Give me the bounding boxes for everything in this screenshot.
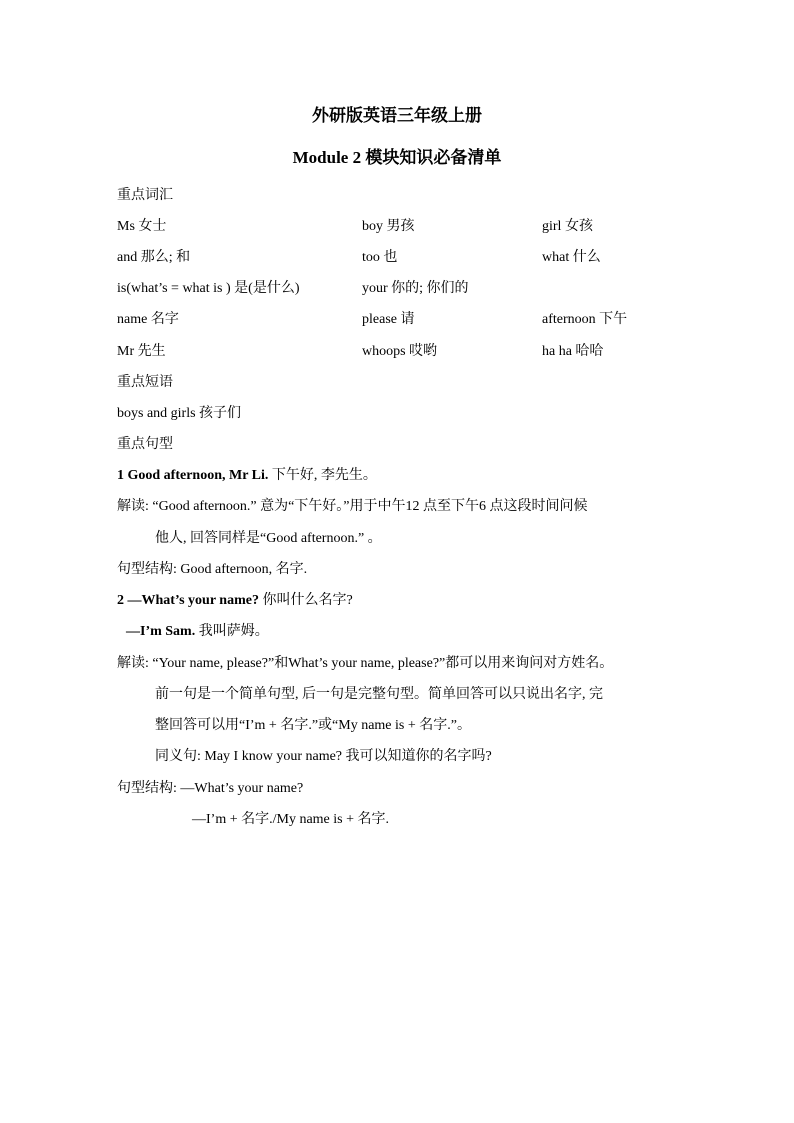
sentence-2-answer-en: —I’m Sam. bbox=[126, 624, 196, 639]
sentence-2-question bbox=[117, 591, 353, 611]
sentence-1-explain-cont: 他人, 回答同样是“Good afternoon.” 。 bbox=[155, 531, 382, 546]
vocab-item: ha ha 哈哈 bbox=[542, 344, 604, 359]
phrase-item: boys and girls 孩子们 bbox=[117, 406, 242, 421]
vocab-item: Mr 先生 bbox=[117, 344, 166, 359]
vocab-item: too 也 bbox=[362, 250, 398, 265]
vocab-item: what 什么 bbox=[542, 250, 601, 265]
sentences-heading: 重点句型 bbox=[117, 437, 173, 452]
sentence-1-explain: 解读: “Good afternoon.” 意为“下午好。”用于中午12 点至下午6 点这段时间问候 bbox=[117, 499, 588, 514]
sentence-2-explain-cont: 整回答可以用“I’m + 名字.”或“My name is + 名字.”。 bbox=[155, 718, 471, 733]
sentence-2-answer bbox=[126, 622, 269, 642]
sentence-2-structure: 句型结构: —What’s your name? bbox=[117, 781, 304, 796]
vocab-item: Ms 女士 bbox=[117, 219, 167, 234]
sentence-2-explain: 解读: “Your name, please?”和What’s your name, please?”都可以用来询问对方姓名。 bbox=[117, 656, 614, 671]
sentence-2-question-en: 2 —What’s your name? bbox=[117, 593, 259, 608]
sentence-1-cn: 下午好, 李先生。 bbox=[268, 468, 377, 483]
vocab-heading: 重点词汇 bbox=[117, 188, 173, 203]
sentence-2-explain-cont: 前一句是一个简单句型, 后一句是完整句型。简单回答可以只说出名字, 完 bbox=[155, 687, 603, 702]
document-subtitle: Module 2 模块知识必备清单 bbox=[292, 148, 502, 167]
sentence-1-en: 1 Good afternoon, Mr Li. bbox=[117, 468, 269, 483]
vocab-item: is(what’s = what is ) 是(是什么) bbox=[117, 281, 300, 296]
vocab-item: boy 男孩 bbox=[362, 219, 415, 234]
sentence-1-structure: 句型结构: Good afternoon, 名字. bbox=[117, 562, 308, 577]
document-title: 外研版英语三年级上册 bbox=[312, 106, 482, 125]
vocab-item: please 请 bbox=[362, 312, 415, 327]
vocab-item: your 你的; 你们的 bbox=[362, 281, 469, 296]
sentence-1 bbox=[117, 466, 377, 486]
vocab-item: and 那么; 和 bbox=[117, 250, 191, 265]
sentence-2-question-cn: 你叫什么名字? bbox=[258, 593, 353, 608]
vocab-item: afternoon 下午 bbox=[542, 312, 628, 327]
sentence-2-synonym: 同义句: May I know your name? 我可以知道你的名字吗? bbox=[155, 749, 492, 764]
vocab-item: name 名字 bbox=[117, 312, 179, 327]
sentence-2-answer-cn: 我叫萨姆。 bbox=[195, 624, 269, 639]
vocab-item: girl 女孩 bbox=[542, 219, 593, 234]
sentence-2-structure-answer: —I’m + 名字./My name is + 名字. bbox=[192, 812, 389, 827]
vocab-item: whoops 哎哟 bbox=[362, 344, 438, 359]
phrases-heading: 重点短语 bbox=[117, 375, 173, 390]
